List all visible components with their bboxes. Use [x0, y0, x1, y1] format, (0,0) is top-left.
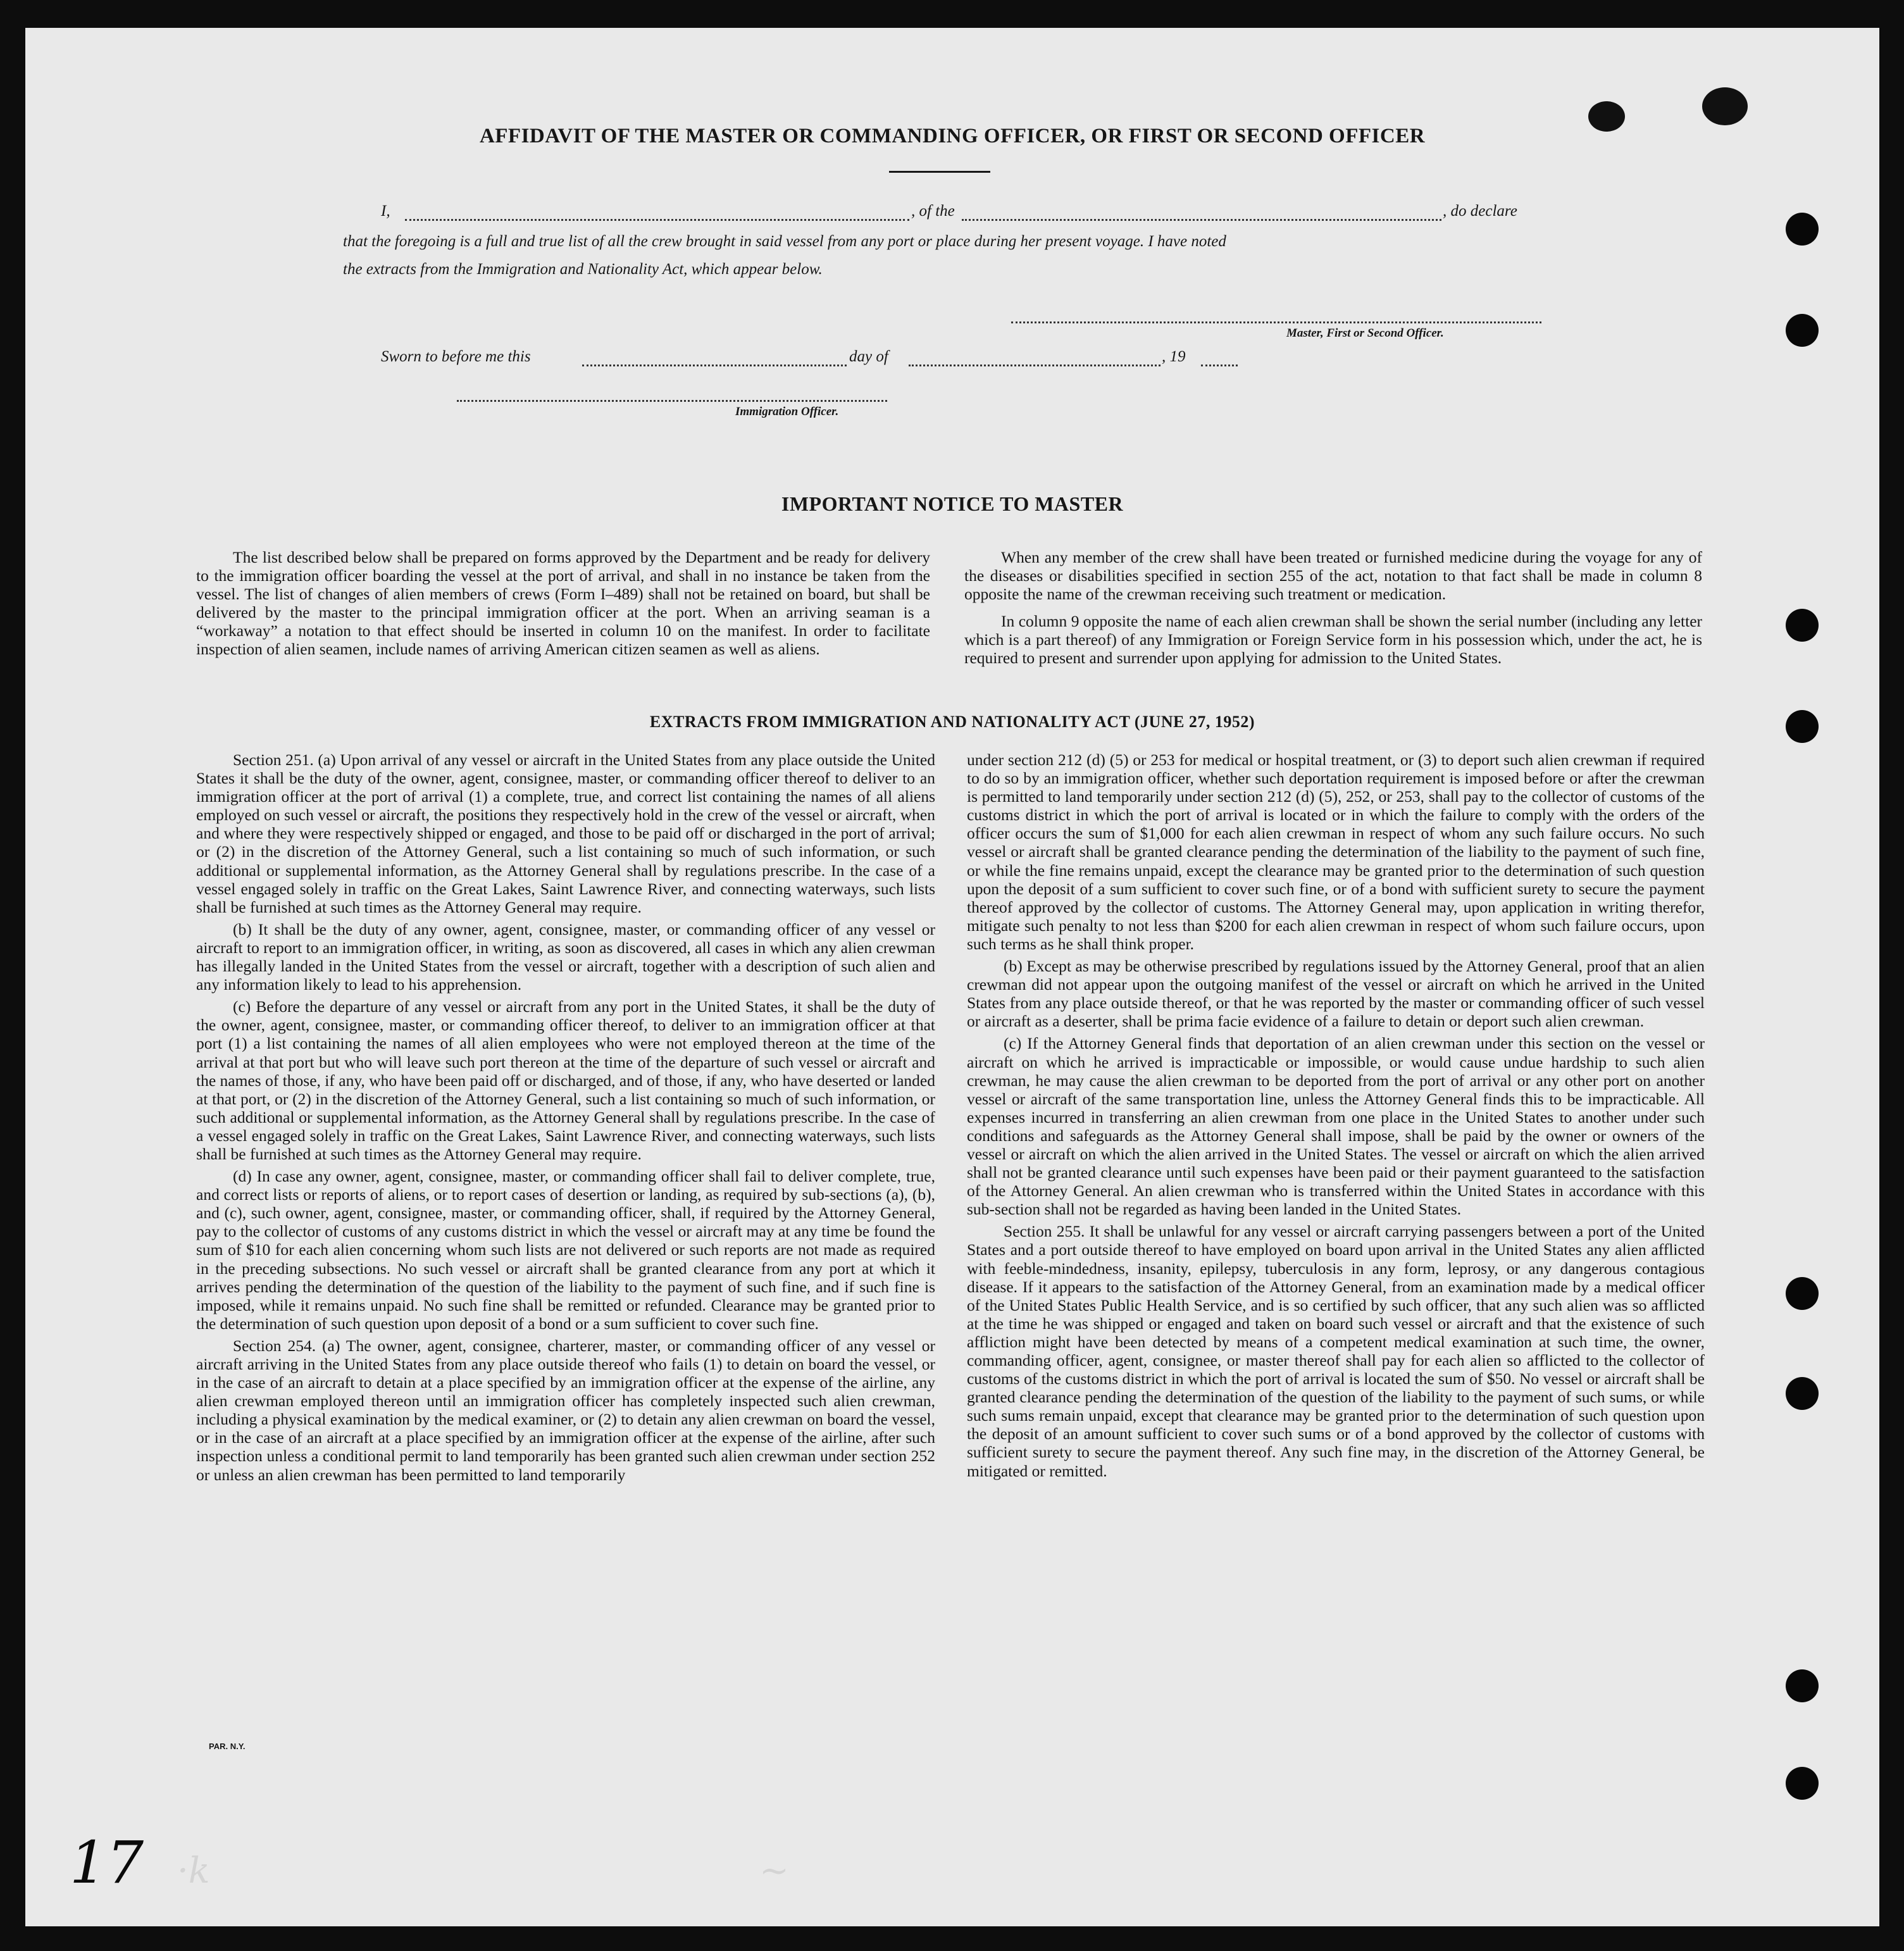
printer-mark: PAR. N.Y.	[209, 1742, 246, 1751]
master-signature-field[interactable]	[1011, 321, 1541, 323]
master-caption: Master, First or Second Officer.	[1286, 327, 1444, 340]
bleed-through-handwriting: ·k	[177, 1850, 210, 1892]
vessel-name-field[interactable]	[962, 219, 1441, 221]
extracts-right-column	[967, 751, 1705, 1484]
extracts-left-column	[196, 751, 935, 1488]
day-of-label: day of	[849, 348, 888, 365]
act-paragraph: (c) If the Attorney General finds that deportation of an alien crewman under this section on the vessel or aircraft on which he arrived is impracticable or impossible, or would cause undue hardship to such alien crewman, he may cause the alien crewman to be deported from the port of arrival or any other port on another vessel or aircraft of the same transportation line, unless the Attorney General finds this to be impracticable. All expenses incurred in transferring an alien crewman from one place in the United States to another under such conditions and safeguards as the Attorney General shall impose, shall be paid by the owner or owners of the vessel or aircraft on which the alien arrived in the United States. The vessel or aircraft on which the alien arrived shall not be granted clearance until such expenses have been paid or their payment guaranteed to the satisfaction of the Attorney General. An alien crewman who is transferred within the United States in accordance with this sub-section shall not be regarded as having been landed in the United States.	[967, 1034, 1705, 1219]
sworn-label: Sworn to before me this	[381, 348, 531, 365]
notice-title: IMPORTANT NOTICE TO MASTER	[781, 492, 1124, 515]
ink-smudge	[1588, 101, 1625, 132]
of-the-label: , of the	[911, 203, 955, 220]
act-paragraph: Section 251. (a) Upon arrival of any vessel or aircraft in the United States from any place outside the United States it shall be the duty of the owner, agent, consignee, master, or commanding officer thereof to deliver to an immigration officer at the port of arrival (1) a complete, true, and correct list containing the names of all aliens employed on such vessel or aircraft, the positions they respectively hold in the crew of the vessel or aircraft, when and where they were respectively shipped or engaged, and those to be paid off or discharged in the port of arrival; or (2) in the discretion of the Attorney General, such a list containing so much of such information, or such additional or supplemental information, as the Attorney General shall by regulations prescribe. In the case of a vessel engaged solely in traffic on the Great Lakes, Saint Lawrence River, and connecting waterways, such lists shall be furnished at such times as the Attorney General may require.	[196, 751, 935, 916]
title-underline	[889, 171, 990, 173]
notice-left-column	[196, 548, 930, 667]
act-paragraph: Section 254. (a) The owner, agent, consignee, charterer, master, or commanding officer of any vessel or aircraft arriving in the United States from any place outside thereof who fails (1) to detain on board the vessel, or in the case of an aircraft to detain at a place specified by an immigration officer at the expense of the airline, any alien crewman employed thereon until an immigration officer has completely inspected such alien crewman, including a physical examination by the medical examiner, or (2) to detain any alien crewman on board the vessel, or in the case of an aircraft at a place specified by an immigration officer at the expense of the airline, after such inspection unless a conditional permit to land temporarily has been granted such alien crewman under section 252 or unless an alien crewman has been permitted to land temporarily	[196, 1336, 935, 1484]
act-paragraph: (d) In case any owner, agent, consignee, master, or commanding officer shall fail to deliver complete, true, and correct lists or reports of aliens, or to report cases of desertion or landing, as required by sub-sections (a), (b), and (c), such owner, agent, consignee, master, or commanding officer, shall, if required by the Attorney General, pay to the collector of customs of any customs district in which the vessel or aircraft may at any time be found the sum of $10 for each alien concerning whom such lists are not delivered or such reports are not made as required in the preceding subsections. No such vessel or aircraft shall be granted clearance from any port at which it arrives pending the determination of the question of the liability to the payment of such fine, and if such fine is imposed, while it remains unpaid. No such fine shall be remitted or refunded. Clearance may be granted prior to the determination of such question upon deposit of a bond or a sum sufficient to cover such fine.	[196, 1167, 935, 1333]
page-number: 17	[70, 1829, 144, 1897]
sworn-day-field[interactable]	[582, 365, 847, 366]
bleed-through-handwriting: ~	[759, 1850, 789, 1892]
act-paragraph: (b) It shall be the duty of any owner, agent, consignee, master, or commanding officer of any vessel or aircraft to report to an immigration officer, in writing, as soon as discovered, all cases in which any alien crewman has illegally landed in the United States from the vessel or aircraft, together with a description of such alien and any information likely to lead to his apprehension.	[196, 919, 935, 994]
sworn-year-field[interactable]	[1201, 365, 1238, 366]
declaration-line-2: that the foregoing is a full and true list of all the crew brought in said vessel from any port or place during her present voyage. I have noted	[343, 233, 1226, 250]
do-declare-label: , do declare	[1443, 203, 1517, 220]
declarant-prefix: I,	[381, 203, 390, 220]
act-paragraph: (b) Except as may be otherwise prescribed by regulations issued by the Attorney General, proof that an alien crewman did not appear upon the outgoing manifest of the vessel or aircraft on which he arrived in the United States from any place outside thereof, or that he was reported by the master or commanding officer of such vessel or aircraft as a deserter, shall be prima facie evidence of a failure to detain or deport such alien crewman.	[967, 957, 1705, 1031]
notice-right-column	[964, 548, 1702, 676]
form-page	[25, 28, 1879, 1926]
binder-hole	[1786, 710, 1819, 743]
officer-caption: Immigration Officer.	[735, 405, 839, 418]
binder-hole	[1786, 609, 1819, 642]
ink-smudge	[1702, 87, 1748, 125]
binder-hole	[1786, 1377, 1819, 1410]
year-label: , 19	[1162, 348, 1186, 365]
notice-paragraph: In column 9 opposite the name of each alien crewman shall be shown the serial number (including any letter which is a part thereof) of any Immigration or Foreign Service form in his possession which, under the act, he is required to present and surrender upon applying for admission to the United States.	[964, 612, 1702, 667]
declarant-name-field[interactable]	[405, 219, 909, 221]
binder-hole	[1786, 314, 1819, 347]
notice-paragraph: The list described below shall be prepared on forms approved by the Department and be ready for delivery to the immigration officer boarding the vessel at the port of arrival, and shall in no instance be taken from the vessel. The list of changes of alien members of crews (Form I–489) shall not be retained on board, but shall be delivered by the master to the principal immigration officer at the port. When an arriving seaman is a “workaway” a notation to that effect should be inserted in column 10 on the manifest. In order to facilitate inspection of alien seamen, include names of arriving American citizen seamen as well as aliens.	[196, 548, 930, 658]
officer-signature-field[interactable]	[457, 400, 887, 402]
affidavit-title: AFFIDAVIT OF THE MASTER OR COMMANDING OFFICER, OR FIRST OR SECOND OFFICER	[479, 125, 1426, 147]
sworn-month-field[interactable]	[909, 365, 1160, 366]
notice-paragraph: When any member of the crew shall have been treated or furnished medicine during the voyage for any of the diseases or disabilities specified in section 255 of the act, notation to that fact shall be made in column 8 opposite the name of the crewman receiving such treatment or medication.	[964, 548, 1702, 603]
binder-hole	[1786, 1669, 1819, 1702]
declaration-line-3: the extracts from the Immigration and Nationality Act, which appear below.	[343, 261, 823, 278]
binder-hole	[1786, 1767, 1819, 1800]
act-paragraph: (c) Before the departure of any vessel or aircraft from any port in the United States, it shall be the duty of the owner, agent, consignee, master, or commanding officer thereof, to deliver to an immigration officer at that port (1) a list containing the names of all alien employees who were not employed thereon at the time of the arrival at that port but who will leave such port thereon at the time of the departure of such vessel or aircraft and the names of those, if any, who have been paid off or discharged, and of those, if any, who have deserted or landed at that port, or (2) in the discretion of the Attorney General, such a list containing so much of such information, or such additional or supplemental information, as the Attorney General shall by regulations prescribe. In the case of a vessel engaged solely in traffic on the Great Lakes, Saint Lawrence River, and connecting waterways, such lists shall be furnished at such times as the Attorney General may require.	[196, 997, 935, 1163]
act-paragraph: Section 255. It shall be unlawful for any vessel or aircraft carrying passengers between a port of the United States and a port outside thereof to have employed on board upon arrival in the United States any alien afflicted with feeble-mindedness, insanity, epilepsy, tuberculosis in any form, leprosy, or any dangerous contagious disease. If it appears to the satisfaction of the Attorney General, from an examination made by a medical officer of the United States Public Health Service, and is so certified by such officer, that any such alien was so afflicted at the time he was shipped or engaged and taken on board such vessel or aircraft and that the existence of such affliction might have been detected by means of a competent medical examination at such time, the owner, commanding officer, agent, consignee, or master thereof shall pay for each alien so afflicted to the collector of customs of the customs district in which the port of arrival is located the sum of $50. No vessel or aircraft shall be granted clearance pending the determination of the question of the liability to the payment of such sums, or while such sums remain unpaid, except that clearance may be granted prior to the determination of such question upon the deposit of an amount sufficient to cover such sums or of a bond approved by the collector of customs with sufficient surety to secure the payment thereof. Any such fine may, in the discretion of the Attorney General, be mitigated or remitted.	[967, 1222, 1705, 1480]
binder-hole	[1786, 213, 1819, 246]
act-paragraph: under section 212 (d) (5) or 253 for medical or hospital treatment, or (3) to deport such alien crewman if required to do so by an immigration officer, whether such deportation requirement is imposed before or after the crewman is permitted to land temporarily under section 212 (d) (5), 252, or 253, shall pay to the collector of customs of the customs district in which the port of arrival is located or in which the failure to comply with the orders of the officer occurs the sum of $1,000 for each alien crewman in respect of whom any such failure occurs. No such vessel or aircraft shall be granted clearance pending the determination of the liability to the payment of such fine, or while the fine remains unpaid, except the clearance may be granted prior to the determination of such question upon the deposit of a sum sufficient to cover such fine, or of a bond with sufficient surety to secure the payment thereof approved by the collector of customs. The Attorney General may, upon application in writing therefor, mitigate such penalty to not less than $200 for each alien crewman in respect of whom such failure occurs, upon such terms as he shall think proper.	[967, 751, 1705, 953]
extracts-title: EXTRACTS FROM IMMIGRATION AND NATIONALITY ACT (JUNE 27, 1952)	[649, 713, 1255, 731]
binder-hole	[1786, 1277, 1819, 1310]
